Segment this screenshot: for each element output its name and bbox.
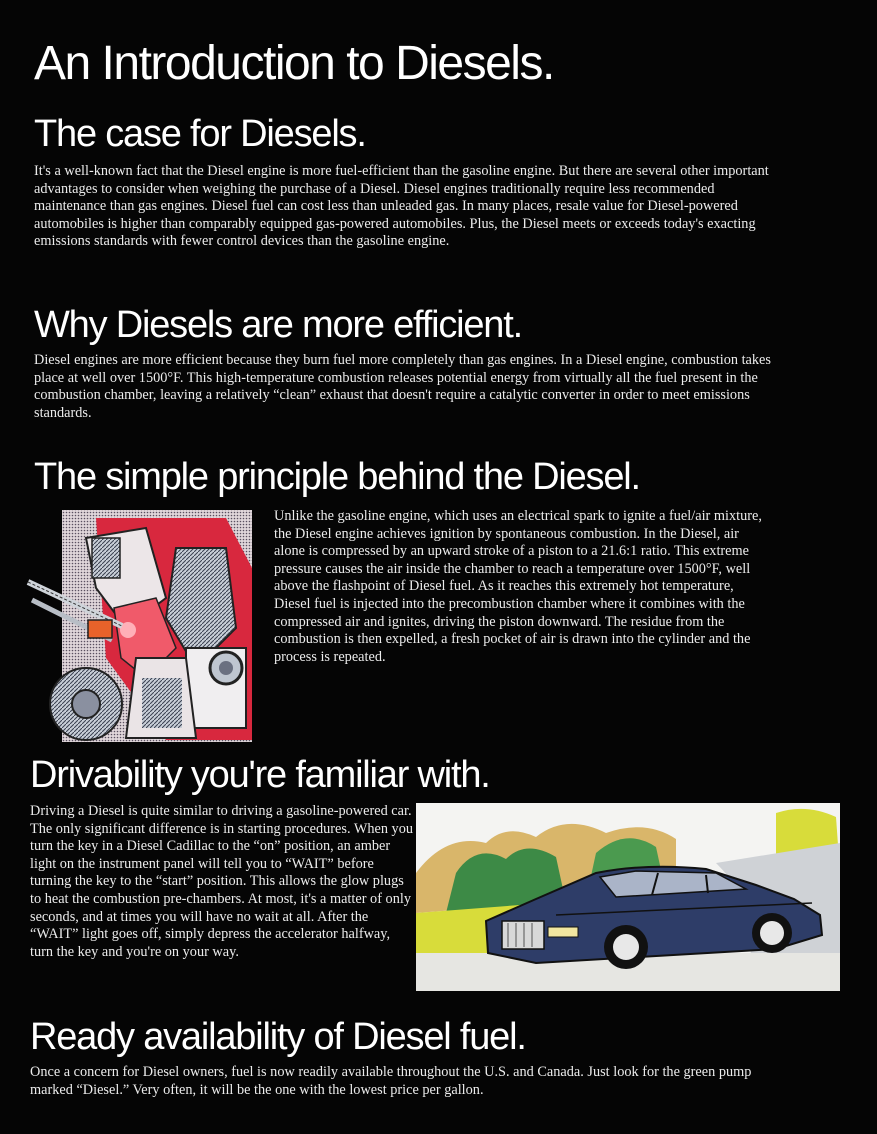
cadillac-car-illustration: [416, 803, 840, 991]
section-body-case-for-diesels: It's a well-known fact that the Diesel engine is more fuel-efficient than the gasoline engine. But there are several other important advantages to consider when weighing the purchase of a Diesel. Diesel engines traditionally require less recommended maintenance than gas engines. Diesel fuel can cost less than unleaded gas. In many places, resale value for Diesel-powered automobiles is higher than comparably equipped gas-powered automobiles. Plus, the Diesel meets or exceeds today's exacting emissions standards with fewer control devices than the gasoline engine.: [34, 163, 769, 250]
section-body-simple-principle: Unlike the gasoline engine, which uses an electrical spark to ignite a fuel/air mixture, the Diesel engine achieves ignition by spontaneous combustion. In the Diesel, air alone is compressed by an upward stroke of a piston to a 21.6:1 ratio. This extreme pressure causes the air inside the chamber to reach a temperature over 1500°F, well above the flashpoint of Diesel fuel. As it reaches this extremely hot temperature, Diesel fuel is injected into the precombustion chamber where it combines with the compressed air and ignites, driving the piston downward. The residue from the combustion is then expelled, a fresh pocket of air is drawn into the cylinder and the process is repeated.: [274, 508, 762, 665]
section-body-why-efficient: Diesel engines are more efficient because they burn fuel more completely than gas engines. In a Diesel engine, combustion takes place at well over 1500°F. This high-temperature combustion releases potential energy from virtually all the fuel present in the combustion chamber, leaving a relatively “clean” exhaust that doesn't require a catalytic converter in order to meet emissions standards.: [34, 352, 771, 421]
engine-cutaway-illustration: [26, 508, 254, 742]
page-title: An Introduction to Diesels.: [34, 37, 554, 90]
section-heading-why-efficient: Why Diesels are more efficient.: [34, 304, 522, 346]
section-body-ready-availability: Once a concern for Diesel owners, fuel is now readily available throughout the U.S. and Canada. Just look for the green pump marked “Diesel.” Very often, it will be the one with the lowest price per gallon.: [30, 1064, 752, 1098]
section-heading-case-for-diesels: The case for Diesels.: [34, 113, 366, 155]
section-body-drivability-full: Driving a Diesel is quite similar to driving a gasoline-powered car. The only significant difference is in starting procedures. When you turn the key in a Diesel Cadillac to the “on” position, an amber light on the instrument panel will tell you to “WAIT” before turning the key to the “start” position. This allows the glow plugs to heat the combustion pre-chambers. At most, it's a matter of only seconds, and at times you will have no wait at all. After the “WAIT” light goes off, simply depress the accelerator halfway, turn the key and you're on your way.: [30, 803, 413, 960]
section-heading-simple-principle: The simple principle behind the Diesel.: [34, 456, 640, 498]
section-heading-drivability: Drivability you're familiar with.: [30, 754, 490, 796]
section-heading-ready-availability: Ready availability of Diesel fuel.: [30, 1016, 526, 1058]
